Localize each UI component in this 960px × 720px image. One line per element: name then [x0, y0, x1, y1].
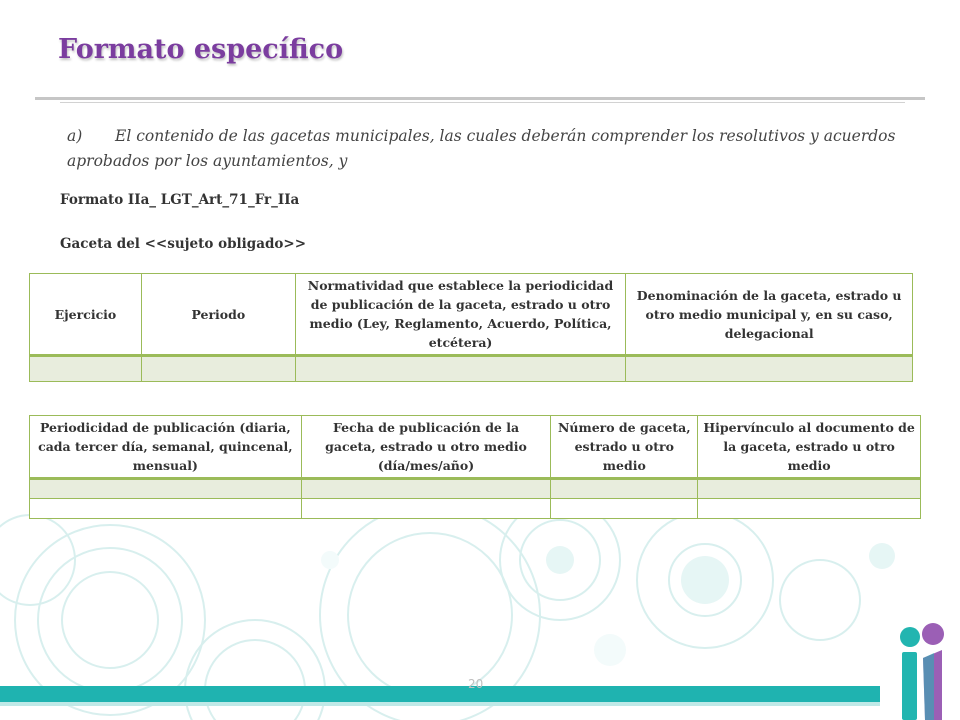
table-header-row — [30, 416, 921, 479]
table-gazette-publication — [29, 415, 921, 519]
table-cell — [626, 356, 913, 382]
title-divider — [35, 97, 925, 100]
header-hipervinculo: Hipervínculo al documento de la gaceta, estrado u otro medio — [698, 416, 921, 479]
header-denominacion: Denominación de la gaceta, estrado u otro medio municipal y, en su caso, delegacional — [626, 274, 913, 356]
table-cell — [295, 356, 626, 382]
format-label: Formato IIa_ LGT_Art_71_Fr_IIa — [60, 192, 300, 208]
table-cell — [301, 479, 551, 499]
gazette-label: Gaceta del <<sujeto obligado>> — [60, 236, 307, 252]
table-cell — [698, 499, 921, 519]
header-periodicidad: Periodicidad de publicación (diaria, cada tercer día, semanal, quincenal, mensual) — [30, 416, 302, 479]
page-number: 20 — [468, 677, 484, 691]
table-row — [30, 479, 921, 499]
header-numero-gaceta: Número de gaceta, estrado u otro medio — [551, 416, 698, 479]
page-title: Formato específico — [58, 34, 344, 65]
table-row — [30, 356, 913, 382]
table-row — [30, 499, 921, 519]
table-cell — [551, 499, 698, 519]
table-cell — [30, 356, 142, 382]
title-divider-thin — [60, 102, 905, 103]
footer-band-light — [0, 702, 880, 706]
header-periodo: Periodo — [141, 274, 295, 356]
intro-marker: a) — [67, 127, 83, 145]
table-cell — [301, 499, 551, 519]
header-normatividad: Normatividad que establece la periodicidad de publicación de la gaceta, estrado u otro medio (Ley, Reglamento, Acuerdo, Política, etcétera) — [295, 274, 626, 356]
table-cell — [30, 499, 302, 519]
table-cell — [551, 479, 698, 499]
intro-paragraph — [67, 124, 917, 174]
table-header-row — [30, 274, 913, 356]
institute-logo-icon — [896, 622, 946, 720]
table-cell — [30, 479, 302, 499]
footer-band — [0, 686, 880, 702]
table-cell — [698, 479, 921, 499]
table-gazette-regulation — [29, 273, 913, 382]
header-ejercicio: Ejercicio — [30, 274, 142, 356]
header-fecha-publicacion: Fecha de publicación de la gaceta, estrado u otro medio (día/mes/año) — [301, 416, 551, 479]
table-cell — [141, 356, 295, 382]
intro-text: El contenido de las gacetas municipales, las cuales deberán comprender los resolutivos y acuerdos aprobados por los ayuntamientos, y — [67, 127, 896, 170]
